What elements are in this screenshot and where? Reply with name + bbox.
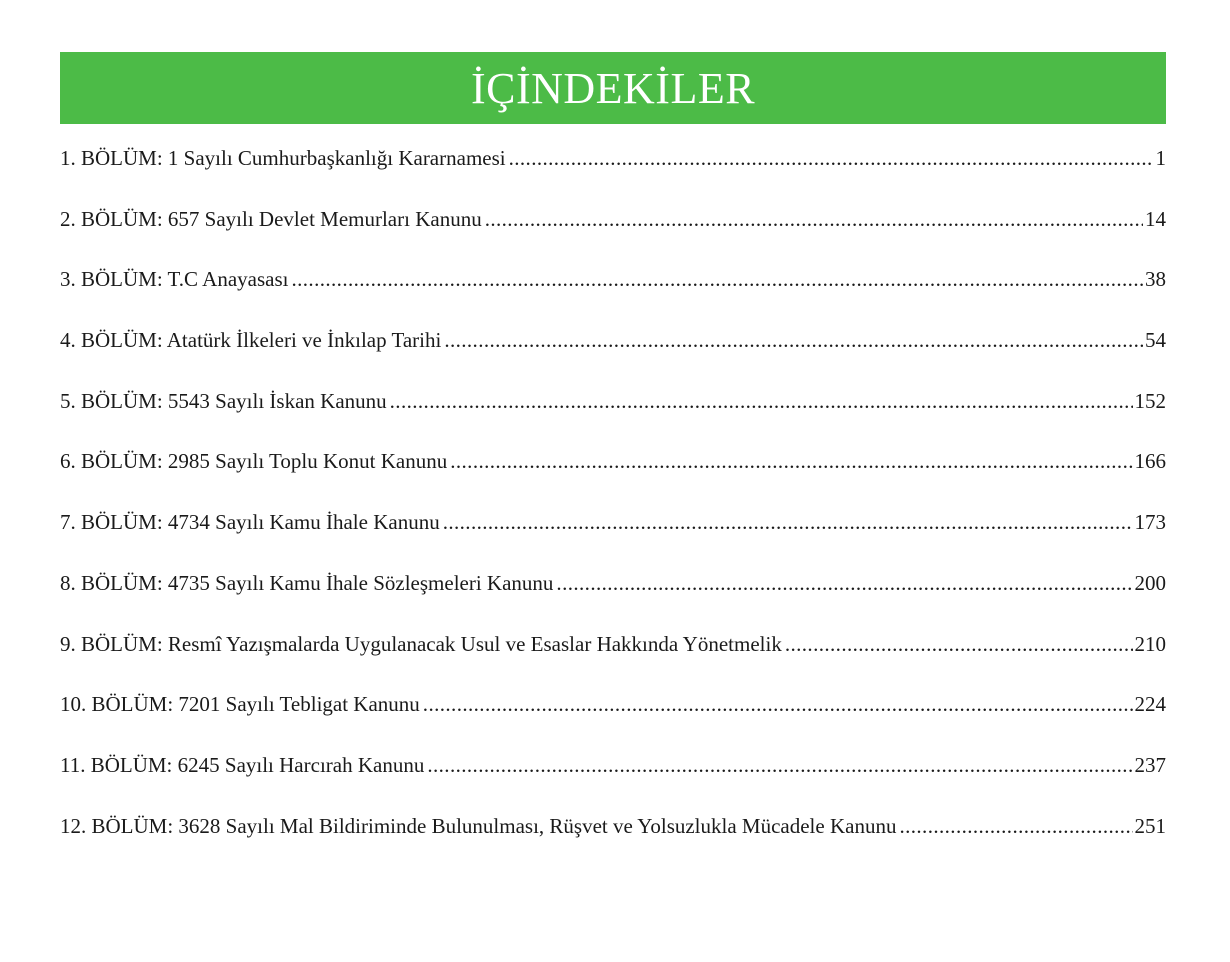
dot-leader xyxy=(390,379,1133,423)
title-banner xyxy=(60,52,1166,124)
toc-page-number: 251 xyxy=(1134,813,1166,838)
toc-entry[interactable] xyxy=(60,500,1166,561)
toc-entry-label: 9. BÖLÜM: Resmî Yazışmalarda Uygulanacak Usul ve Esaslar Hakkında Yönetmelik xyxy=(60,631,782,656)
toc-entry-label: 12. BÖLÜM: 3628 Sayılı Mal Bildiriminde Bulunulması, Rüşvet ve Yolsuzlukla Mücadele Kanunu xyxy=(60,813,897,838)
toc-entry-label: 1. BÖLÜM: 1 Sayılı Cumhurbaşkanlığı Kararnamesi xyxy=(60,146,506,170)
toc-entry-label: 7. BÖLÜM: 4734 Sayılı Kamu İhale Kanunu xyxy=(60,510,440,535)
toc-entry[interactable] xyxy=(60,622,1166,683)
toc-page-number: 14 xyxy=(1145,206,1166,231)
dot-leader xyxy=(443,500,1133,544)
dot-leader xyxy=(485,197,1143,241)
toc-list xyxy=(60,136,1166,864)
toc-entry[interactable] xyxy=(60,379,1166,440)
toc-page-number: 173 xyxy=(1134,510,1166,535)
toc-page-number: 224 xyxy=(1134,692,1166,717)
dot-leader xyxy=(899,804,1132,848)
toc-entry[interactable] xyxy=(60,743,1166,804)
toc-page-number: 38 xyxy=(1145,267,1166,292)
toc-entry-label: 11. BÖLÜM: 6245 Sayılı Harcırah Kanunu xyxy=(60,752,425,777)
toc-page-number: 54 xyxy=(1145,328,1166,353)
toc-page-number: 210 xyxy=(1134,631,1166,656)
toc-page-number: 200 xyxy=(1134,570,1166,595)
toc-entry-label: 3. BÖLÜM: T.C Anayasası xyxy=(60,267,289,292)
toc-page-number: 166 xyxy=(1134,449,1166,474)
toc-entry-label: 8. BÖLÜM: 4735 Sayılı Kamu İhale Sözleşmeleri Kanunu xyxy=(60,570,554,595)
dot-leader xyxy=(423,682,1133,726)
toc-entry[interactable] xyxy=(60,682,1166,743)
dot-leader xyxy=(450,439,1132,483)
toc-page-number: 152 xyxy=(1134,388,1166,413)
toc-page-number: 1 xyxy=(1155,146,1166,170)
toc-entry[interactable] xyxy=(60,804,1166,865)
toc-entry-label: 6. BÖLÜM: 2985 Sayılı Toplu Konut Kanunu xyxy=(60,449,448,474)
dot-leader xyxy=(444,318,1143,362)
dot-leader xyxy=(509,136,1154,180)
toc-entry[interactable] xyxy=(60,561,1166,622)
dot-leader xyxy=(556,561,1132,605)
toc-entry-label: 10. BÖLÜM: 7201 Sayılı Tebligat Kanunu xyxy=(60,692,420,717)
dot-leader xyxy=(427,743,1132,787)
page-title: İÇİNDEKİLER xyxy=(470,64,756,113)
toc-entry[interactable] xyxy=(60,318,1166,379)
toc-entry-label: 4. BÖLÜM: Atatürk İlkeleri ve İnkılap Tarihi xyxy=(60,328,442,353)
toc-entry[interactable] xyxy=(60,439,1166,500)
toc-entry[interactable] xyxy=(60,197,1166,258)
dot-leader xyxy=(291,257,1143,301)
toc-entry-label: 5. BÖLÜM: 5543 Sayılı İskan Kanunu xyxy=(60,388,387,413)
toc-entry[interactable] xyxy=(60,257,1166,318)
dot-leader xyxy=(785,622,1133,666)
toc-entry-label: 2. BÖLÜM: 657 Sayılı Devlet Memurları Kanunu xyxy=(60,206,482,231)
toc-entry[interactable] xyxy=(60,136,1166,197)
toc-page-number: 237 xyxy=(1134,752,1166,777)
